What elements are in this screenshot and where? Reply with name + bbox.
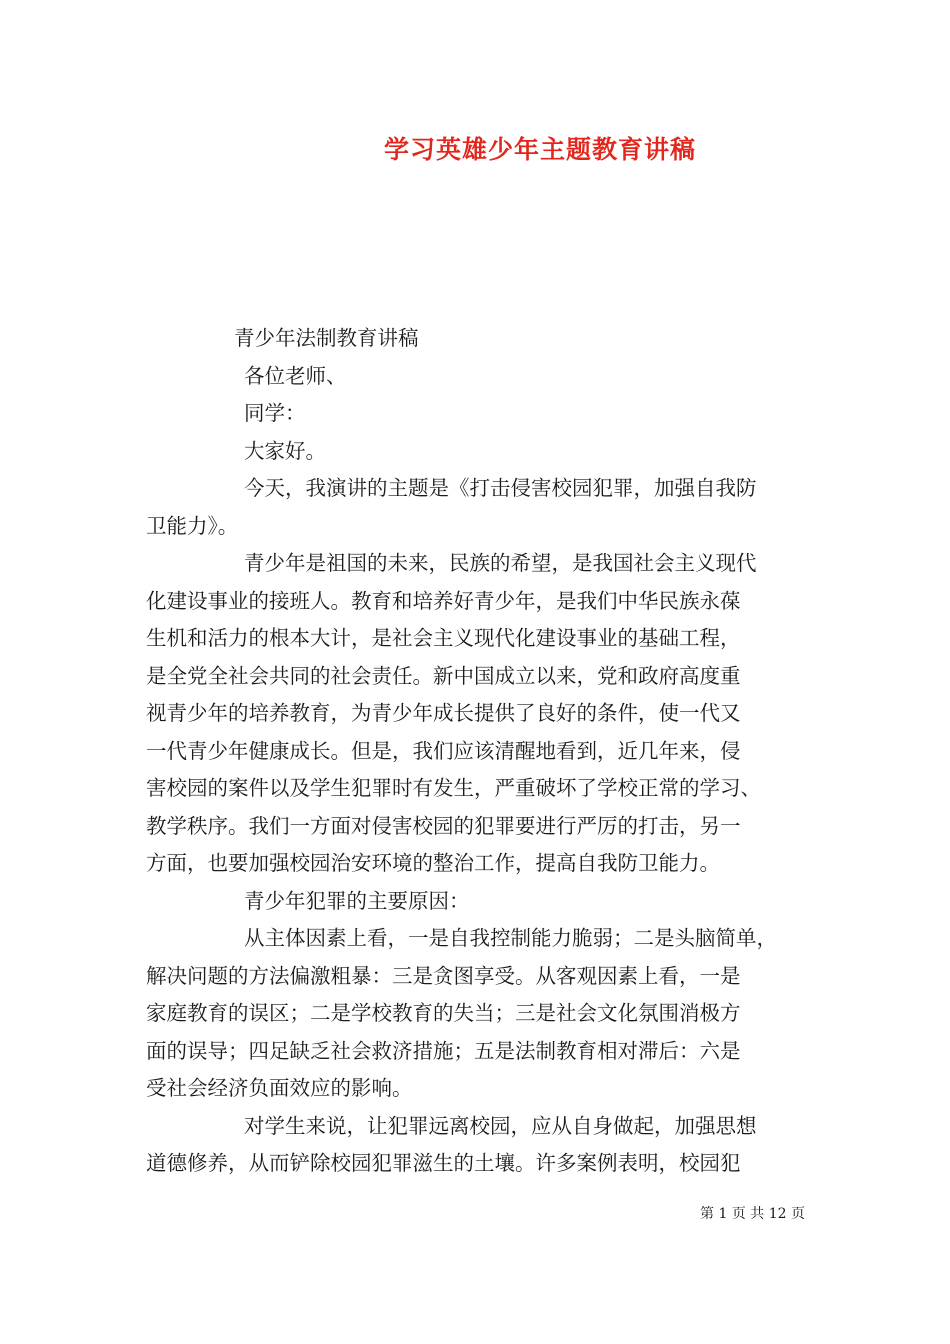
body-line: 从主体因素上看，一是自我控制能力脆弱；二是头脑简单， [244, 926, 777, 950]
body-line: 受社会经济负面效应的影响。 [146, 1076, 413, 1100]
body-line: 今天，我演讲的主题是《打击侵害校园犯罪，加强自我防 [244, 476, 757, 500]
document-title: 学习英雄少年主题教育讲稿 [383, 135, 696, 164]
body-line: 解决问题的方法偏激粗暴：三是贪图享受。从客观因素上看，一是 [146, 963, 741, 988]
body-line: 大家好。 [244, 438, 326, 463]
body-line: 生机和活力的根本大计，是社会主义现代化建设事业的基础工程， [146, 626, 741, 650]
body-line: 视青少年的培养教育，为青少年成长提供了良好的条件，使一代又 [146, 701, 741, 725]
body-line: 青少年是祖国的未来，民族的希望，是我国社会主义现代 [244, 551, 757, 575]
body-line: 教学秩序。我们一方面对侵害校园的犯罪要进行严厉的打击，另一 [146, 813, 741, 838]
page-number: 第 1 页 共 12 页 [700, 1206, 805, 1222]
document-body [146, 320, 806, 1183]
body-line: 卫能力》。 [146, 513, 239, 538]
body-line: 对学生来说，让犯罪远离校园，应从自身做起，加强思想 [244, 1113, 757, 1138]
body-line: 青少年犯罪的主要原因： [244, 888, 470, 913]
body-line: 害校园的案件以及学生犯罪时有发生，严重破坏了学校正常的学习、 [146, 776, 761, 800]
body-line: 各位老师、 [244, 363, 347, 388]
body-line: 是全党全社会共同的社会责任。新中国成立以来，党和政府高度重 [146, 663, 741, 688]
body-line: 家庭教育的误区；二是学校教育的失当；三是社会文化氛围消极方 [146, 1001, 741, 1025]
body-line: 一代青少年健康成长。但是，我们应该清醒地看到，近几年来，侵 [146, 738, 741, 763]
body-line: 化建设事业的接班人。教育和培养好青少年，是我们中华民族永葆 [146, 588, 741, 613]
body-line: 面的误导；四足缺乏社会救济措施；五是法制教育相对滞后：六是 [146, 1038, 741, 1063]
body-line: 道德修养，从而铲除校园犯罪滋生的土壤。许多案例表明，校园犯 [146, 1151, 741, 1175]
body-line: 同学： [244, 401, 306, 425]
body-line: 方面，也要加强校园治安环境的整治工作，提高自我防卫能力。 [146, 851, 720, 875]
body-line: 青少年法制教育讲稿 [234, 326, 419, 350]
